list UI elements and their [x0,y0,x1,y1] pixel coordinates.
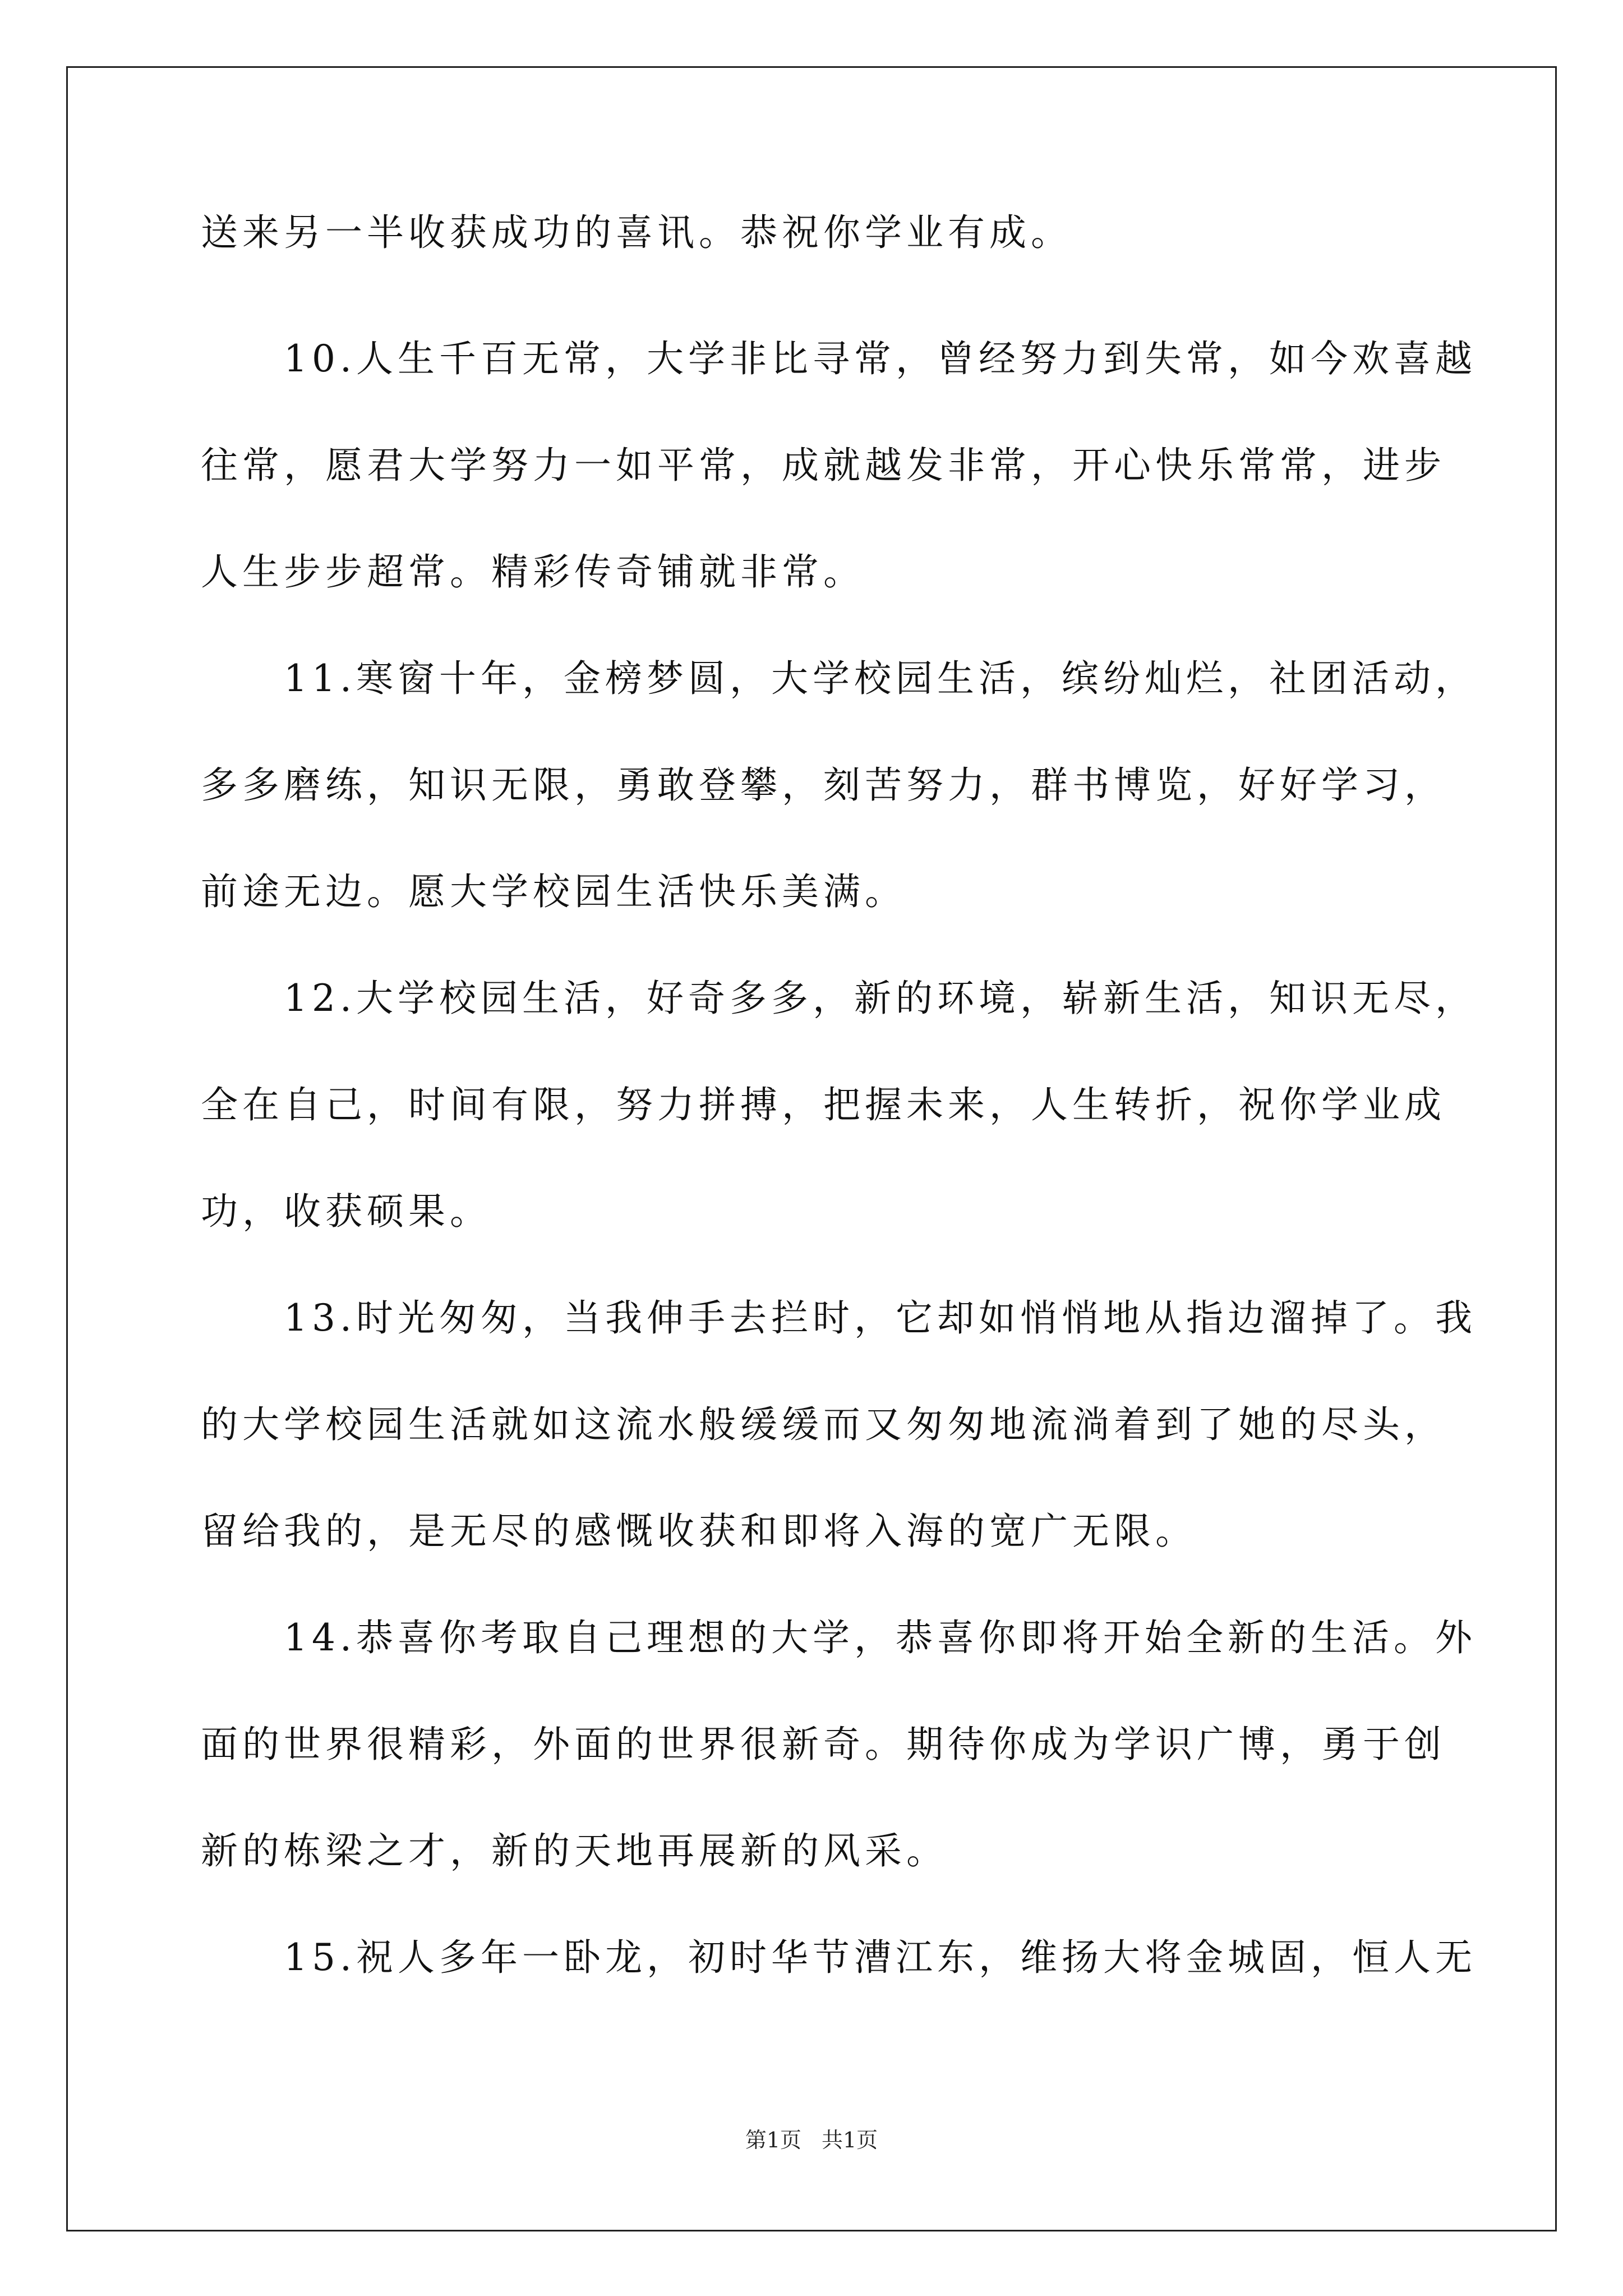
text-line: 15.祝人多年一卧龙，初时华节漕江东，维扬大将金城固，恒人无 [201,1936,1477,1979]
page-number: 第1页 [745,2128,801,2152]
page-footer [0,2126,1623,2154]
text-line: 12.大学校园生活，好奇多多，新的环境，崭新生活，知识无尽， [201,977,1477,1020]
text-line: 送来另一半收获成功的喜讯。恭祝你学业有成。 [201,211,1072,254]
text-line: 前途无边。愿大学校园生活快乐美满。 [201,870,906,913]
text-line: 13.时光匆匆，当我伸手去拦时，它却如悄悄地从指边溜掉了。我 [201,1296,1477,1340]
text-line: 11.寒窗十年，金榜梦圆，大学校园生活，缤纷灿烂，社团活动， [201,657,1477,700]
text-line: 全在自己，时间有限，努力拼搏，把握未来，人生转折，祝你学业成 [201,1083,1446,1126]
page-border [66,66,1557,2231]
text-line: 人生步步超常。精彩传奇铺就非常。 [201,550,865,593]
text-line: 的大学校园生活就如这流水般缓缓而又匆匆地流淌着到了她的尽头， [201,1403,1446,1446]
text-line: 面的世界很精彩，外面的世界很新奇。期待你成为学识广博，勇于创 [201,1723,1446,1766]
text-line: 新的栋梁之才，新的天地再展新的风采。 [201,1829,948,1872]
text-line: 往常，愿君大学努力一如平常，成就越发非常，开心快乐常常，进步 [201,444,1446,487]
text-line: 功，收获硕果。 [201,1190,491,1233]
text-line: 10.人生千百无常，大学非比寻常，曾经努力到失常，如今欢喜越 [201,337,1477,380]
text-line: 留给我的，是无尽的感慨收获和即将入海的宽广无限。 [201,1510,1197,1553]
text-line: 14.恭喜你考取自己理想的大学，恭喜你即将开始全新的生活。外 [201,1616,1477,1659]
page-total: 共1页 [822,2128,878,2152]
text-line: 多多磨练，知识无限，勇敢登攀，刻苦努力，群书博览，好好学习， [201,763,1446,807]
